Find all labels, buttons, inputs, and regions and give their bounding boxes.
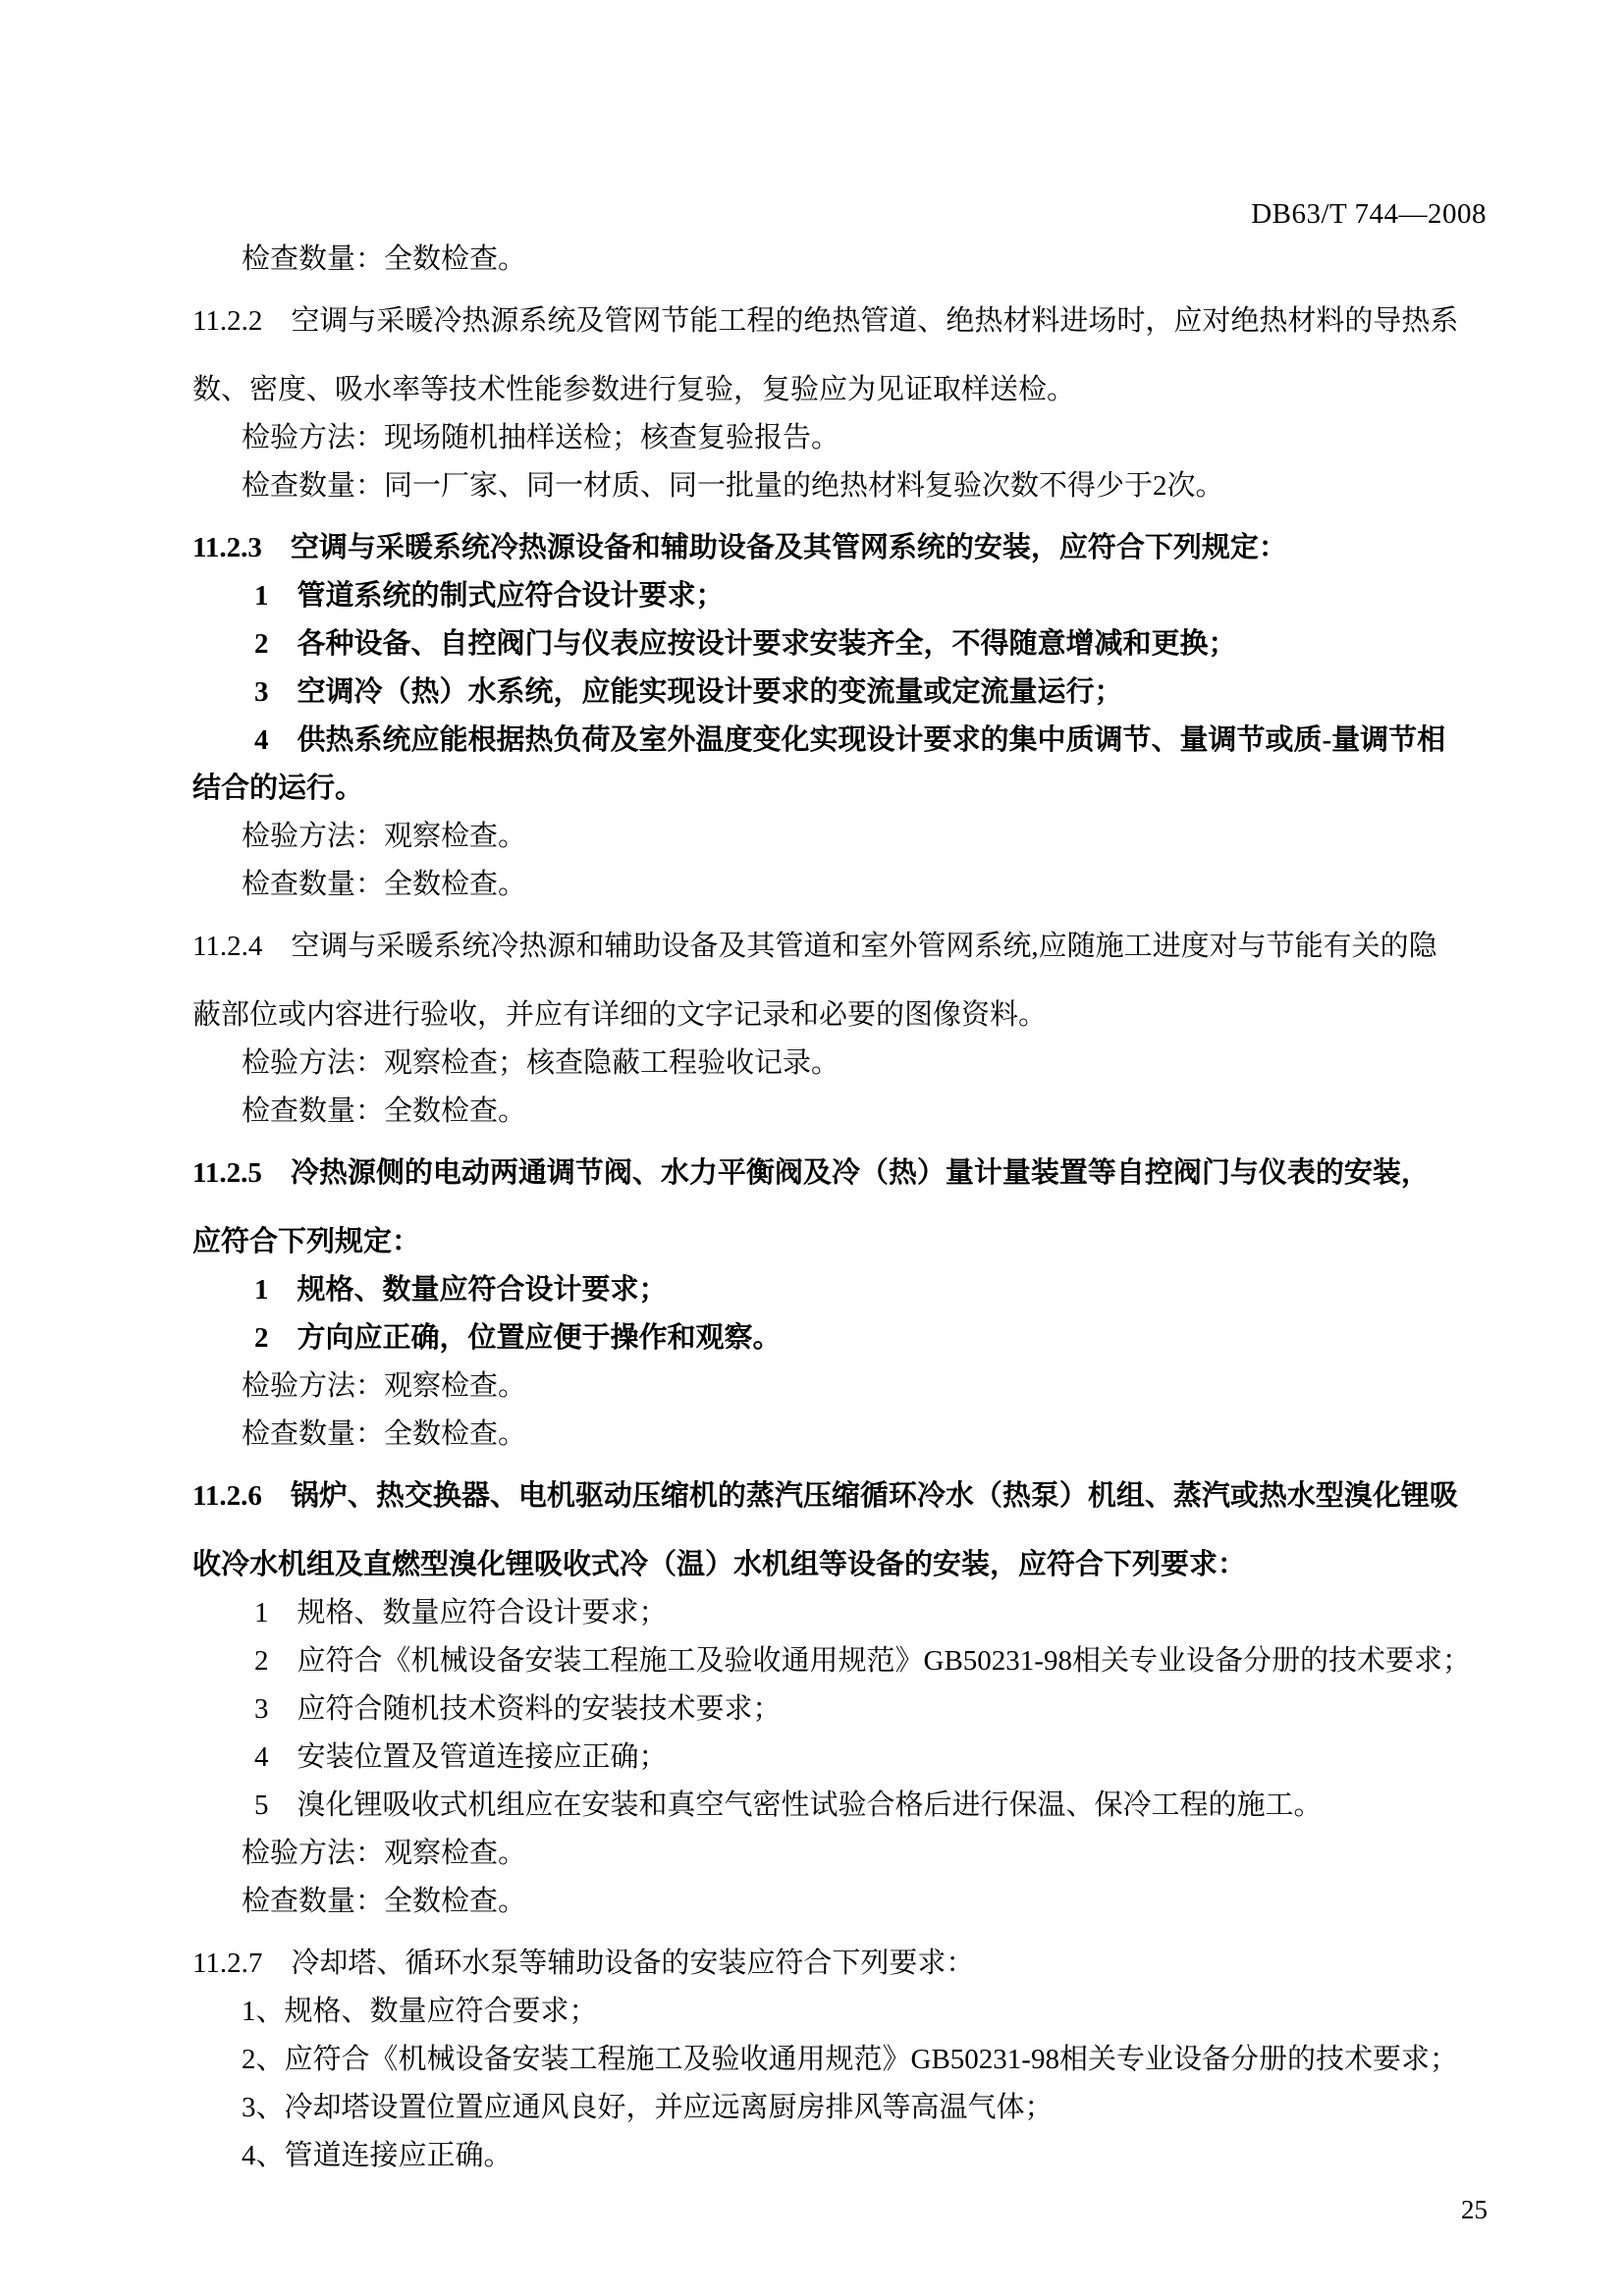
clause-item: 4 供热系统应能根据热负荷及室外温度变化实现设计要求的集中质调节、量调节或质-量调节相 (254, 724, 1446, 756)
clause-item: 2 方向应正确，位置应便于操作和观察。 (254, 1322, 782, 1354)
clause-11-2-6-heading: 11.2.6 锅炉、热交换器、电机驱动压缩机的蒸汽压缩循环冷水（热泵）机组、蒸汽或热水型溴化锂吸 (192, 1480, 1458, 1512)
clause-continuation: 收冷水机组及直燃型溴化锂吸收式冷（温）水机组等设备的安装，应符合下列要求： (192, 1549, 1247, 1580)
clause-item: 2、应符合《机械设备安装工程施工及验收通用规范》GB50231-98相关专业设备分册的技术要求； (242, 2044, 1458, 2075)
clause-item: 3 空调冷（热）水系统，应能实现设计要求的变流量或定流量运行； (254, 676, 1123, 708)
clause-item: 2 应符合《机械设备安装工程施工及验收通用规范》GB50231-98相关专业设备分册的技术要求； (254, 1645, 1471, 1677)
clause-item: 1、规格、数量应符合要求； (242, 1996, 598, 2027)
inspection-method-line: 检验方法：观察检查。 (242, 821, 527, 852)
inspection-method-line: 检验方法：观察检查。 (242, 1838, 527, 1869)
clause-11-2-5-heading: 11.2.5 冷热源侧的电动两通调节阀、水力平衡阀及冷（热）量计量装置等自控阀门与仪表的安装， (192, 1157, 1430, 1189)
inspection-quantity-line: 检查数量：同一厂家、同一材质、同一批量的绝热材料复验次数不得少于2次。 (242, 470, 1224, 502)
clause-item: 2 各种设备、自控阀门与仪表应按设计要求安装齐全，不得随意增减和更换； (254, 628, 1237, 660)
inspection-quantity-line: 检查数量：全数检查。 (242, 1886, 527, 1917)
clause-11-2-4-heading: 11.2.4 空调与采暖系统冷热源和辅助设备及其管道和室外管网系统,应随施工进度对与节能有关的隐 (192, 931, 1437, 962)
doc-code-header: DB63/T 744—2008 (1251, 198, 1487, 230)
clause-continuation: 应符合下列规定： (192, 1226, 421, 1257)
clause-item: 1 规格、数量应符合设计要求； (254, 1597, 668, 1629)
document-body (192, 236, 1488, 2180)
clause-item: 4、管道连接应正确。 (242, 2140, 513, 2171)
clause-item-continuation: 结合的运行。 (192, 773, 364, 804)
clause-11-2-2-heading: 11.2.2 空调与采暖冷热源系统及管网节能工程的绝热管道、绝热材料进场时，应对绝热材料的导热系 (192, 305, 1459, 337)
clause-item: 1 管道系统的制式应符合设计要求； (254, 580, 725, 612)
clause-item: 5 溴化锂吸收式机组应在安装和真空气密性试验合格后进行保温、保冷工程的施工。 (254, 1789, 1323, 1821)
clause-item: 3、冷却塔设置位置应通风良好，并应远离厨房排风等高温气体； (242, 2092, 1054, 2123)
clause-item: 3 应符合随机技术资料的安装技术要求； (254, 1693, 782, 1725)
inspection-quantity-line: 检查数量：全数检查。 (242, 243, 527, 275)
inspection-method-line: 检验方法：观察检查；核查隐蔽工程验收记录。 (242, 1047, 840, 1079)
inspection-quantity-line: 检查数量：全数检查。 (242, 869, 527, 900)
clause-11-2-7-heading: 11.2.7 冷却塔、循环水泵等辅助设备的安装应符合下列要求： (192, 1948, 975, 1979)
clause-item: 1 规格、数量应符合设计要求； (254, 1274, 668, 1306)
clause-continuation: 数、密度、吸水率等技术性能参数进行复验，复验应为见证取样送检。 (192, 374, 1076, 405)
inspection-method-line: 检验方法：现场随机抽样送检；核查复验报告。 (242, 422, 840, 454)
inspection-method-line: 检验方法：观察检查。 (242, 1370, 527, 1402)
inspection-quantity-line: 检查数量：全数检查。 (242, 1418, 527, 1450)
clause-continuation: 蔽部位或内容进行验收，并应有详细的文字记录和必要的图像资料。 (192, 999, 1048, 1031)
clause-item: 4 安装位置及管道连接应正确； (254, 1741, 668, 1773)
inspection-quantity-line: 检查数量：全数检查。 (242, 1095, 527, 1127)
clause-11-2-3-heading: 11.2.3 空调与采暖系统冷热源设备和辅助设备及其管网系统的安装，应符合下列规定： (192, 532, 1287, 563)
page-number: 25 (1461, 2195, 1488, 2224)
